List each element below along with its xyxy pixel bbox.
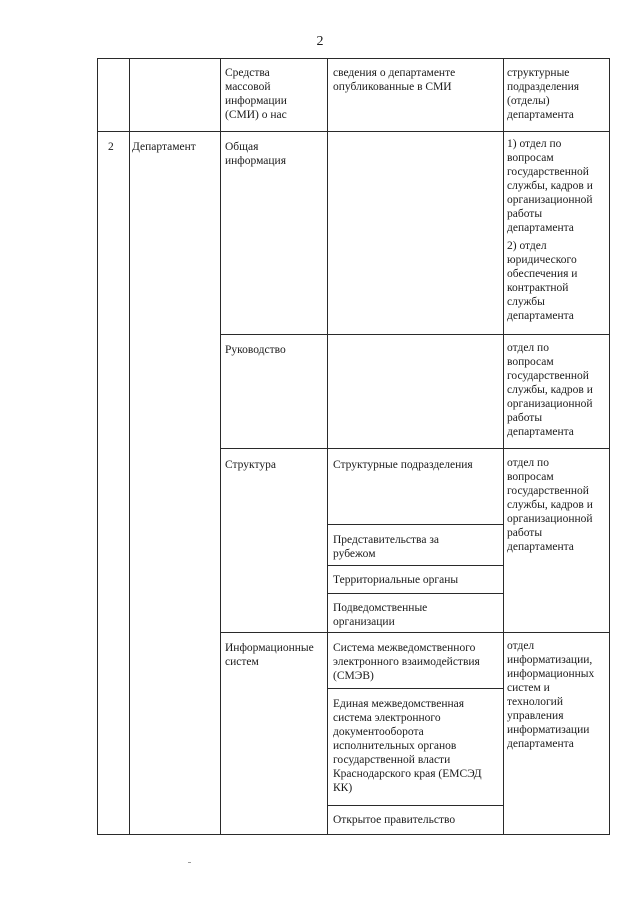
info-system-item: Система межведомственного электронного взаимодействия (СМЭВ) xyxy=(333,642,480,682)
structure-item: Представительства за рубежом xyxy=(333,534,439,560)
topic-general: Общая информация xyxy=(225,141,286,167)
unit-structure: отдел по вопросам государственной службы, кадров и организационной работы департамента xyxy=(507,457,593,553)
table-bottom-border xyxy=(97,834,610,835)
header-units: структурные подразделения (отделы) департамента xyxy=(507,67,580,121)
subrow-border-1 xyxy=(327,524,504,525)
table-top-border xyxy=(97,58,610,59)
subrow-border-5 xyxy=(327,805,504,806)
unit-general-2: 2) отдел юридического обеспечения и контрактной службы департамента xyxy=(507,240,578,322)
structure-item: Подведомственные организации xyxy=(333,602,428,628)
department-name: Департамент xyxy=(132,141,196,153)
unit-general-1: 1) отдел по вопросам государственной службы, кадров и организационной работы департамента xyxy=(507,138,593,234)
col-border-5 xyxy=(609,58,610,835)
section-border-info-systems xyxy=(220,632,610,633)
col-border-3 xyxy=(327,58,328,835)
unit-info-systems: отдел информатизации, информационных систем и технологий управления информатизации департамента xyxy=(507,640,595,750)
scan-mark xyxy=(188,862,191,863)
col-border-2 xyxy=(220,58,221,835)
info-system-item: Единая межведомственная система электронного документооборота исполнительных органов государственной власти Краснодарского края (ЕМСЭД КК) xyxy=(333,698,482,794)
structure-item: Территориальные органы xyxy=(333,574,459,586)
col-border-4 xyxy=(503,58,504,835)
topic-leadership: Руководство xyxy=(225,344,286,356)
header-bottom-border xyxy=(97,131,610,132)
page-number: 2 xyxy=(316,34,324,49)
unit-leadership: отдел по вопросам государственной службы, кадров и организационной работы департамента xyxy=(507,342,593,438)
header-media: Средства массовой информации (СМИ) о нас xyxy=(225,67,287,121)
topic-structure: Структура xyxy=(225,459,276,471)
subrow-border-4 xyxy=(327,688,504,689)
info-system-item: Открытое правительство xyxy=(333,814,456,826)
header-published: сведения о департаменте опубликованные в СМИ xyxy=(333,67,456,93)
section-border-leadership xyxy=(220,334,610,335)
section-border-structure xyxy=(220,448,610,449)
topic-info-systems: Информационные систем xyxy=(225,642,314,668)
row-number: 2 xyxy=(108,141,114,153)
subrow-border-2 xyxy=(327,565,504,566)
col-border-1 xyxy=(129,58,130,835)
col-border-0 xyxy=(97,58,98,835)
structure-item: Структурные подразделения xyxy=(333,459,473,471)
subrow-border-3 xyxy=(327,593,504,594)
